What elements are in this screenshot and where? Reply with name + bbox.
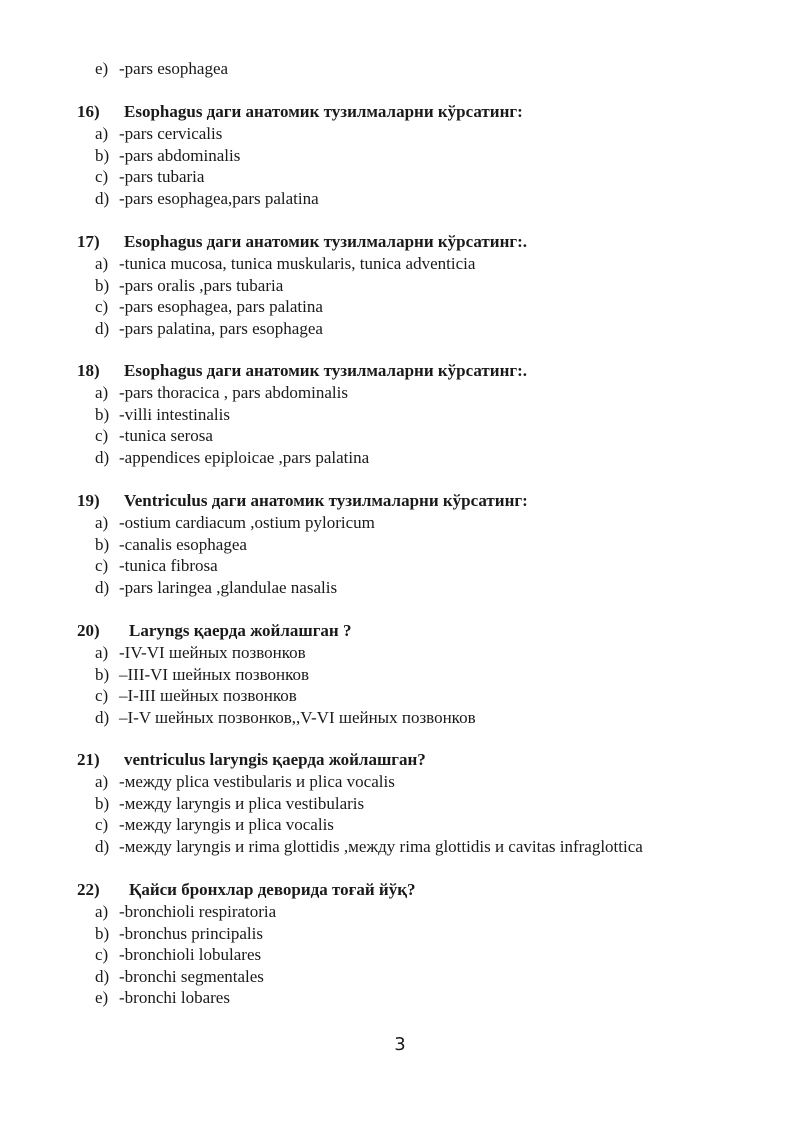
option-letter: d) bbox=[95, 707, 110, 727]
option-letter: a) bbox=[95, 643, 109, 662]
question-number: 16) bbox=[77, 102, 100, 121]
option-letter: b) bbox=[95, 275, 110, 295]
option-list bbox=[77, 771, 777, 857]
option-letter: a) bbox=[95, 124, 109, 143]
option-text: -bronchioli lobulares bbox=[119, 945, 262, 965]
question-title: Қайси бронхлар деворида тоғай йўқ? bbox=[129, 880, 416, 899]
option-letter: c) bbox=[95, 556, 109, 576]
question-title: Ventriculus даги анатомик тузилмаларни кўрсатинг: bbox=[124, 491, 528, 510]
question-heading bbox=[77, 101, 777, 123]
option-text: –III-VI шейных позвонков bbox=[119, 664, 310, 684]
list-item bbox=[77, 901, 777, 923]
list-item bbox=[77, 534, 777, 556]
question-heading bbox=[77, 231, 777, 253]
option-letter: a) bbox=[95, 902, 109, 921]
question-18 bbox=[77, 360, 777, 468]
option-text: -tunica mucosa, tunica muskularis, tunica adventicia bbox=[119, 254, 476, 273]
option-list bbox=[77, 253, 777, 339]
question-number: 21) bbox=[77, 750, 100, 769]
list-item bbox=[77, 318, 777, 340]
question-title: Esophagus даги анатомик тузилмаларни кўрсатинг:. bbox=[124, 232, 527, 251]
option-text: -pars oralis ,pars tubaria bbox=[119, 275, 284, 295]
question-title: Laryngs қаерда жойлашган ? bbox=[129, 621, 352, 640]
list-item bbox=[77, 404, 777, 426]
option-text: -pars palatina, pars esophagea bbox=[119, 318, 323, 338]
option-letter: d) bbox=[95, 318, 110, 338]
list-item bbox=[77, 253, 777, 275]
question-title: Esophagus даги анатомик тузилмаларни кўрсатинг:. bbox=[124, 361, 527, 380]
option-text: -bronchi lobares bbox=[119, 988, 230, 1008]
option-text: -pars esophagea,pars palatina bbox=[119, 188, 319, 208]
list-item bbox=[95, 58, 228, 80]
option-text: –I-III шейных позвонков bbox=[119, 686, 297, 706]
option-text: -pars thoracica , pars abdominalis bbox=[119, 383, 348, 402]
list-item bbox=[77, 966, 777, 988]
option-list bbox=[77, 642, 777, 728]
option-letter: c) bbox=[95, 297, 109, 317]
list-item bbox=[77, 425, 777, 447]
list-item bbox=[77, 166, 777, 188]
option-text: -bronchi segmentales bbox=[119, 966, 264, 986]
option-text: -ostium cardiacum ,ostium pyloricum bbox=[119, 513, 375, 532]
list-item bbox=[77, 642, 777, 664]
option-text: -pars tubaria bbox=[119, 167, 205, 187]
option-text: -canalis esophagea bbox=[119, 534, 247, 554]
option-letter: a) bbox=[95, 383, 109, 402]
list-item bbox=[77, 836, 777, 858]
option-letter: c) bbox=[95, 686, 109, 706]
option-letter: c) bbox=[95, 815, 109, 835]
list-item bbox=[77, 123, 777, 145]
question-16 bbox=[77, 101, 777, 209]
option-text: -pars abdominalis bbox=[119, 145, 241, 165]
option-text: -pars laringea ,glandulae nasalis bbox=[119, 577, 338, 597]
option-letter: b) bbox=[95, 664, 110, 684]
question-heading bbox=[77, 879, 777, 901]
option-text: –I-V шейных позвонков,,V-VI шейных позвонков bbox=[119, 707, 476, 727]
option-text: -IV-VI шейных позвонков bbox=[119, 643, 306, 662]
option-text: -между laryngis и plica vocalis bbox=[119, 815, 334, 835]
list-item bbox=[77, 188, 777, 210]
option-text: -bronchus principalis bbox=[119, 923, 263, 943]
option-letter: e) bbox=[95, 988, 109, 1008]
option-text: -между laryngis и plica vestibularis bbox=[119, 793, 365, 813]
option-letter: e) bbox=[95, 59, 109, 78]
option-text: -pars esophagea bbox=[119, 59, 229, 78]
question-22 bbox=[77, 879, 777, 1009]
question-number: 17) bbox=[77, 232, 100, 251]
option-list bbox=[77, 123, 777, 209]
question-number: 18) bbox=[77, 361, 100, 380]
option-letter: a) bbox=[95, 772, 109, 791]
question-heading bbox=[77, 749, 777, 771]
option-text: -appendices epiploicae ,pars palatina bbox=[119, 447, 370, 467]
question-20 bbox=[77, 620, 777, 728]
question-number: 19) bbox=[77, 491, 100, 510]
option-letter: a) bbox=[95, 513, 109, 532]
option-letter: b) bbox=[95, 534, 110, 554]
question-title: Esophagus даги анатомик тузилмаларни кўрсатинг: bbox=[124, 102, 523, 121]
option-list bbox=[77, 901, 777, 1009]
option-letter: b) bbox=[95, 145, 110, 165]
option-text: -между laryngis и rima glottidis ,между rima glottidis и cavitas infraglottica bbox=[119, 836, 643, 856]
option-text: -tunica fibrosa bbox=[119, 556, 218, 576]
list-item bbox=[77, 145, 777, 167]
option-letter: b) bbox=[95, 793, 110, 813]
list-item bbox=[77, 707, 777, 729]
list-item bbox=[77, 771, 777, 793]
list-item bbox=[77, 685, 777, 707]
option-letter: c) bbox=[95, 426, 109, 446]
option-text: -pars esophagea, pars palatina bbox=[119, 297, 323, 317]
list-item bbox=[77, 793, 777, 815]
list-item bbox=[77, 447, 777, 469]
option-letter: b) bbox=[95, 923, 110, 943]
question-19 bbox=[77, 490, 777, 598]
question-heading bbox=[77, 360, 777, 382]
question-title: ventriculus laryngis қаерда жойлашган? bbox=[124, 750, 426, 769]
option-letter: a) bbox=[95, 254, 109, 273]
list-item bbox=[77, 555, 777, 577]
question-heading bbox=[77, 620, 777, 642]
list-item bbox=[77, 577, 777, 599]
question-number: 20) bbox=[77, 621, 100, 640]
option-text: -tunica serosa bbox=[119, 426, 213, 446]
option-list bbox=[77, 512, 777, 598]
option-letter: d) bbox=[95, 836, 110, 856]
question-number: 22) bbox=[77, 880, 100, 899]
option-letter: c) bbox=[95, 945, 109, 965]
list-item bbox=[77, 382, 777, 404]
list-item bbox=[77, 944, 777, 966]
list-item bbox=[77, 664, 777, 686]
option-letter: d) bbox=[95, 577, 110, 597]
list-item bbox=[77, 987, 777, 1009]
option-text: -bronchioli respiratoria bbox=[119, 902, 277, 921]
option-letter: b) bbox=[95, 404, 110, 424]
option-text: -между plica vestibularis и plica vocalis bbox=[119, 772, 395, 791]
question-21 bbox=[77, 749, 777, 857]
option-text: -pars cervicalis bbox=[119, 124, 223, 143]
option-list bbox=[77, 382, 777, 468]
option-letter: d) bbox=[95, 188, 110, 208]
question-17 bbox=[77, 231, 777, 339]
question-heading bbox=[77, 490, 777, 512]
list-item bbox=[77, 512, 777, 534]
option-text: -villi intestinalis bbox=[119, 404, 230, 424]
list-item bbox=[77, 296, 777, 318]
option-letter: c) bbox=[95, 167, 109, 187]
list-item bbox=[77, 275, 777, 297]
option-letter: d) bbox=[95, 447, 110, 467]
page-number: 3 bbox=[394, 1034, 406, 1055]
list-item bbox=[77, 814, 777, 836]
list-item bbox=[77, 923, 777, 945]
option-letter: d) bbox=[95, 966, 110, 986]
